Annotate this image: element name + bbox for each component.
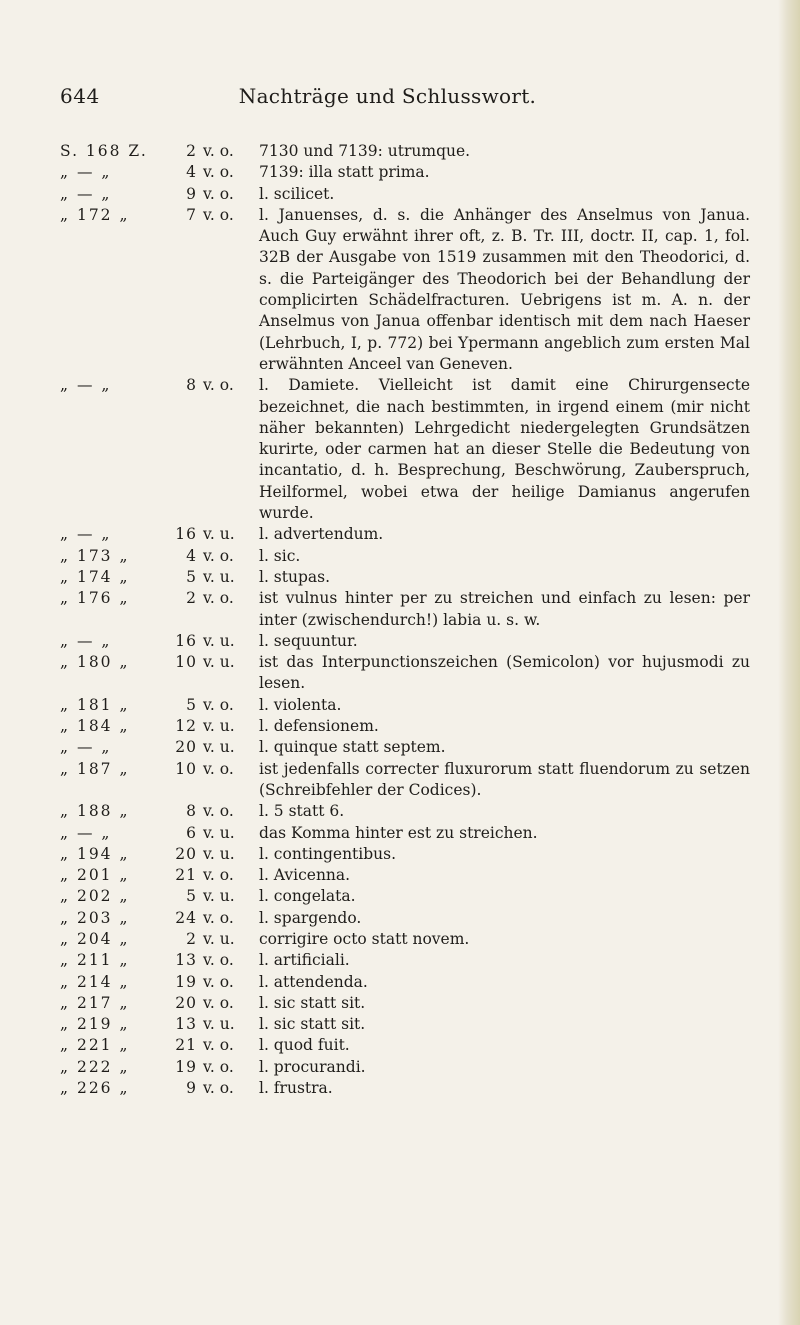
page-header [60, 84, 715, 114]
errata-entry [60, 908, 750, 929]
errata-entry [60, 1078, 750, 1099]
page-number: 644 [60, 84, 100, 108]
correction-text: corrigire octo statt novem. [259, 929, 470, 948]
correction-text: l. advertendum. [259, 525, 384, 544]
line-ref: 8 [186, 376, 197, 395]
line-ref: 5 [186, 567, 197, 586]
errata-entry [60, 972, 750, 993]
line-ref: 4 [186, 163, 197, 182]
line-direction: v. o. [203, 184, 234, 203]
errata-entry [60, 546, 750, 567]
errata-entry [60, 1035, 750, 1056]
errata-entry [60, 950, 750, 971]
line-ref: 19 [175, 972, 197, 991]
line-ref: 5 [186, 887, 197, 906]
correction-text: l. attendenda. [259, 972, 368, 991]
correction-text: l. congelata. [259, 887, 356, 906]
errata-entry [60, 588, 750, 631]
errata-entry [60, 844, 750, 865]
correction-text: l. Januenses, d. s. die Anhänger des Anselmus von Janua. Auch Guy erwähnt ihrer oft, z. B. Tr. III, doctr. II, cap. 1, fol. 32B der Ausgabe von 1519 zusammen mit den Theodorici, d. s. die Parteigänger des Theodorich bei der Behandlung der complicirten Schädelfracturen. Uebrigens ist m. A. n. der Anselmus von Janua offenbar identisch mit dem nach Haeser (Lehrbuch, I, p. 772) bei Ypermann angeblich zum ersten Mal erwähnten Anceel van Geneven. [259, 205, 750, 373]
line-direction: v. o. [203, 695, 234, 714]
errata-entry [60, 524, 750, 545]
page-ref: „ 202 „ [60, 887, 130, 906]
line-direction: v. u. [203, 567, 235, 586]
line-direction: v. u. [203, 823, 235, 842]
errata-entry [60, 652, 750, 695]
line-direction: v. o. [203, 802, 234, 821]
line-direction: v. u. [203, 525, 235, 544]
line-ref: 10 [175, 759, 197, 778]
page-ref: „ — „ [60, 184, 112, 203]
correction-text: l. Avicenna. [259, 866, 351, 885]
page-ref: „ 214 „ [60, 972, 130, 991]
errata-entry [60, 823, 750, 844]
line-direction: v. o. [203, 205, 234, 224]
correction-text: l. quod fuit. [259, 1036, 350, 1055]
page-ref: „ 204 „ [60, 929, 130, 948]
line-ref: 10 [175, 653, 197, 672]
correction-text: l. spargendo. [259, 908, 362, 927]
line-direction: v. o. [203, 1036, 234, 1055]
line-direction: v. u. [203, 844, 235, 863]
errata-entry [60, 141, 750, 162]
line-direction: v. o. [203, 951, 234, 970]
correction-text: l. defensionem. [259, 717, 379, 736]
errata-entry [60, 631, 750, 652]
correction-text: l. sic. [259, 546, 301, 565]
page-ref: „ 217 „ [60, 993, 130, 1012]
correction-text: l. quinque statt septem. [259, 738, 446, 757]
line-ref: 20 [175, 993, 197, 1012]
line-ref: 20 [175, 738, 197, 757]
line-ref: 13 [175, 1015, 197, 1034]
errata-entry [60, 716, 750, 737]
page-ref: „ 219 „ [60, 1015, 130, 1034]
page-ref: „ 181 „ [60, 695, 130, 714]
page-ref: „ 194 „ [60, 844, 130, 863]
errata-entry [60, 1014, 750, 1035]
correction-text: l. 5 statt 6. [259, 802, 345, 821]
correction-text: ist das Interpunctionszeichen (Semicolon) vor hujusmodi zu lesen. [259, 653, 750, 693]
errata-entry [60, 929, 750, 950]
page-ref: S. 168 Z. [60, 142, 148, 160]
page-ref: „ 187 „ [60, 759, 130, 778]
correction-text: l. Damiete. Vielleicht ist damit eine Chirurgensecte bezeichnet, die nach bestimmten, in irgend einem (mir nicht näher bekannten) Lehrgedicht niedergelegten Grundsätzen kurirte, oder carmen hat an dieser Stelle die Bedeutung von incantatio, d. h. Besprechung, Beschwörung, Zauberspruch, Heilformel, wobei etwa der heilige Damianus angerufen wurde. [259, 376, 750, 523]
errata-entry [60, 695, 750, 716]
page-ref: „ 180 „ [60, 653, 130, 672]
page-ref: „ — „ [60, 631, 112, 650]
correction-text: l. artificiali. [259, 951, 350, 970]
line-direction: v. o. [203, 759, 234, 778]
correction-text: l. sic statt sit. [259, 1015, 366, 1034]
line-ref: 20 [175, 844, 197, 863]
errata-list [60, 141, 750, 1099]
correction-text: l. scilicet. [259, 184, 335, 203]
line-direction: v. u. [203, 738, 235, 757]
line-ref: 21 [175, 866, 197, 885]
page-ref: „ 172 „ [60, 205, 130, 224]
page-ref: „ 221 „ [60, 1036, 130, 1055]
correction-text: 7130 und 7139: utrumque. [259, 142, 471, 160]
line-ref: 21 [175, 1036, 197, 1055]
line-ref: 16 [175, 631, 197, 650]
correction-text: l. sequuntur. [259, 631, 358, 650]
page-ref: „ 201 „ [60, 866, 130, 885]
line-direction: v. o. [203, 376, 234, 395]
page-ref: „ 173 „ [60, 546, 130, 565]
errata-entry [60, 759, 750, 802]
line-ref: 7 [186, 205, 197, 224]
line-direction: v. o. [203, 142, 234, 160]
errata-entry [60, 737, 750, 758]
correction-text: l. frustra. [259, 1079, 333, 1098]
line-ref: 13 [175, 951, 197, 970]
line-ref: 16 [175, 525, 197, 544]
line-direction: v. o. [203, 1079, 234, 1098]
errata-entry [60, 375, 750, 524]
line-direction: v. o. [203, 972, 234, 991]
line-ref: 2 [186, 589, 197, 608]
line-direction: v. u. [203, 717, 235, 736]
correction-text: l. violenta. [259, 695, 342, 714]
line-ref: 12 [175, 717, 197, 736]
line-direction: v. o. [203, 866, 234, 885]
correction-text: ist jedenfalls correcter fluxurorum statt fluendorum zu setzen (Schreibfehler der Codices). [259, 759, 750, 799]
line-ref: 2 [186, 929, 197, 948]
page-ref: „ — „ [60, 163, 112, 182]
page-edge-shadow [778, 0, 800, 1325]
page-ref: „ 222 „ [60, 1057, 130, 1076]
line-direction: v. u. [203, 929, 235, 948]
errata-entry [60, 205, 750, 375]
errata-entry [60, 184, 750, 205]
line-direction: v. o. [203, 546, 234, 565]
page-ref: „ — „ [60, 738, 112, 757]
page-ref: „ 184 „ [60, 717, 130, 736]
line-ref: 5 [186, 695, 197, 714]
line-direction: v. u. [203, 887, 235, 906]
correction-text: das Komma hinter est zu streichen. [259, 823, 538, 842]
correction-text: l. procurandi. [259, 1057, 366, 1076]
page-ref: „ 226 „ [60, 1079, 130, 1098]
page-ref: „ 211 „ [60, 951, 130, 970]
line-ref: 2 [186, 142, 197, 160]
page-ref: „ — „ [60, 376, 112, 395]
line-ref: 9 [186, 184, 197, 203]
line-direction: v. o. [203, 163, 234, 182]
line-ref: 8 [186, 802, 197, 821]
line-ref: 4 [186, 546, 197, 565]
page-ref: „ 188 „ [60, 802, 130, 821]
line-ref: 6 [186, 823, 197, 842]
line-ref: 9 [186, 1079, 197, 1098]
correction-text: l. stupas. [259, 567, 331, 586]
errata-entry [60, 993, 750, 1014]
errata-entry [60, 162, 750, 183]
page-ref: „ 174 „ [60, 567, 130, 586]
line-direction: v. u. [203, 631, 235, 650]
errata-entry [60, 1057, 750, 1078]
line-direction: v. o. [203, 589, 234, 608]
correction-text: 7139: illa statt prima. [259, 163, 430, 182]
line-direction: v. o. [203, 993, 234, 1012]
page-ref: „ 176 „ [60, 589, 130, 608]
correction-text: l. contingentibus. [259, 844, 397, 863]
errata-entry [60, 886, 750, 907]
line-direction: v. u. [203, 1015, 235, 1034]
line-direction: v. u. [203, 653, 235, 672]
correction-text: l. sic statt sit. [259, 993, 366, 1012]
correction-text: ist vulnus hinter per zu streichen und einfach zu lesen: per inter (zwischendurch!) labia u. s. w. [259, 589, 750, 629]
page-ref: „ — „ [60, 823, 112, 842]
page-ref: „ 203 „ [60, 908, 130, 927]
page-ref: „ — „ [60, 525, 112, 544]
line-ref: 19 [175, 1057, 197, 1076]
running-title: Nachträge und Schlusswort. [238, 84, 537, 108]
errata-entry [60, 801, 750, 822]
line-ref: 24 [175, 908, 197, 927]
errata-entry [60, 865, 750, 886]
errata-entry [60, 567, 750, 588]
line-direction: v. o. [203, 1057, 234, 1076]
line-direction: v. o. [203, 908, 234, 927]
